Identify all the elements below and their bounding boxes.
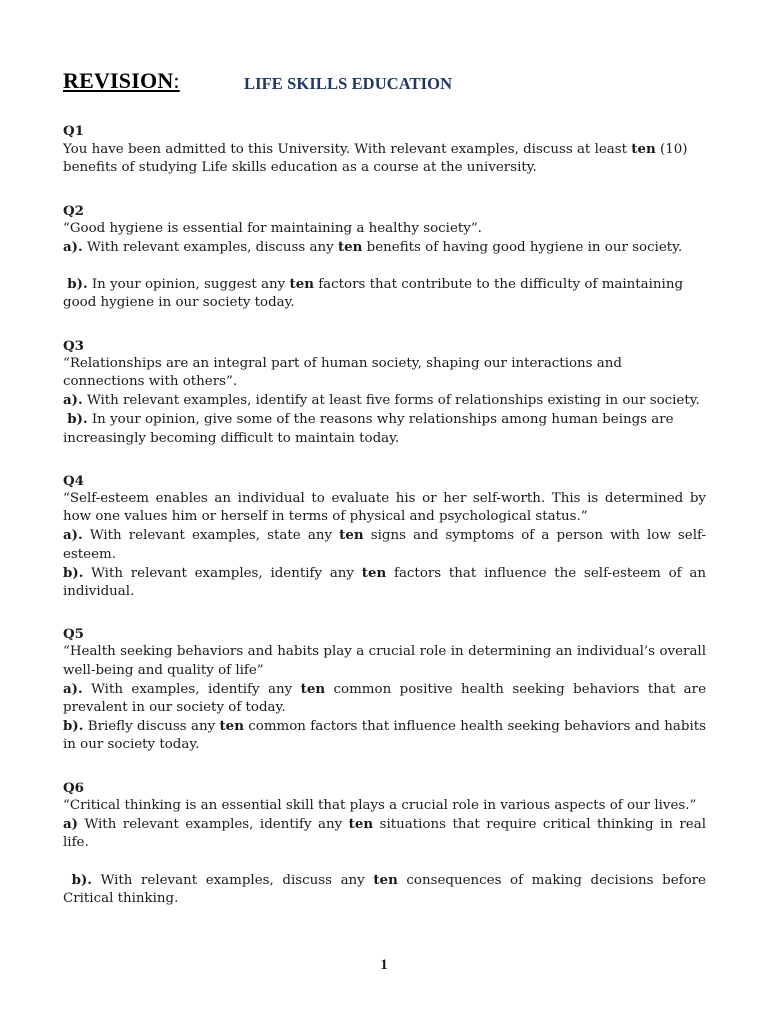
question-5 bbox=[63, 625, 706, 754]
question-6 bbox=[63, 779, 706, 908]
revision-heading: REVISION: bbox=[63, 68, 180, 93]
question-part-a: a). With examples, identify any ten common positive health seeking behaviors that are prevalent in our society of today. bbox=[63, 680, 706, 716]
question-quote: “Critical thinking is an essential skill that plays a crucial role in various aspects of our lives.” bbox=[63, 797, 697, 813]
question-part-b: b). Briefly discuss any ten common factors that influence health seeking behaviors and habits in our society today. bbox=[63, 718, 706, 753]
question-quote: “Relationships are an integral part of human society, shaping our interactions and connections with others”. bbox=[63, 355, 622, 390]
question-3 bbox=[63, 337, 706, 448]
question-text: You have been admitted to this University. With relevant examples, discuss at least ten (10) benefits of studying Life skills education as a course at the university. bbox=[63, 141, 688, 176]
question-label: Q4 bbox=[63, 472, 84, 489]
question-part-a: a) With relevant examples, identify any ten situations that require critical thinking in real life. bbox=[63, 816, 706, 851]
question-4 bbox=[63, 472, 706, 601]
question-label: Q1 bbox=[63, 123, 84, 139]
question-label: Q3 bbox=[63, 337, 84, 354]
question-part-a: a). With relevant examples, state any ten signs and symptoms of a person with low self-esteem. bbox=[63, 527, 706, 562]
question-part-b: b). With relevant examples, discuss any ten consequences of making decisions before Critical thinking. bbox=[63, 871, 706, 906]
course-title: LIFE SKILLS EDUCATION bbox=[244, 74, 453, 93]
question-part-a: a). With relevant examples, identify at least five forms of relationships existing in our society. bbox=[63, 392, 700, 409]
question-quote: “Health seeking behaviors and habits play a crucial role in determining an individual’s overall well-being and quality of life” bbox=[63, 644, 706, 678]
question-part-b: b). In your opinion, suggest any ten factors that contribute to the difficulty of maintaining good hygiene in our society today. bbox=[63, 276, 684, 311]
document-page bbox=[63, 68, 706, 908]
question-part-b: b). With relevant examples, identify any ten factors that influence the self-esteem of an individual. bbox=[63, 564, 706, 600]
question-part-b: b). In your opinion, give some of the reasons why relationships among human beings are increasingly becoming difficult to maintain today. bbox=[63, 411, 674, 446]
question-1 bbox=[63, 122, 706, 178]
question-2 bbox=[63, 202, 706, 313]
document-header bbox=[63, 68, 706, 98]
question-label: Q6 bbox=[63, 779, 84, 796]
question-quote: “Good hygiene is essential for maintaining a healthy society”. bbox=[63, 220, 482, 236]
question-label: Q2 bbox=[63, 202, 84, 219]
question-part-a: a). With relevant examples, discuss any ten benefits of having good hygiene in our society. bbox=[63, 239, 683, 256]
question-quote: “Self-esteem enables an individual to evaluate his or her self-worth. This is determined by how one values him or herself in terms of physical and psychological status.” bbox=[63, 491, 706, 525]
question-label: Q5 bbox=[63, 626, 84, 643]
page-number: 1 bbox=[380, 957, 388, 973]
